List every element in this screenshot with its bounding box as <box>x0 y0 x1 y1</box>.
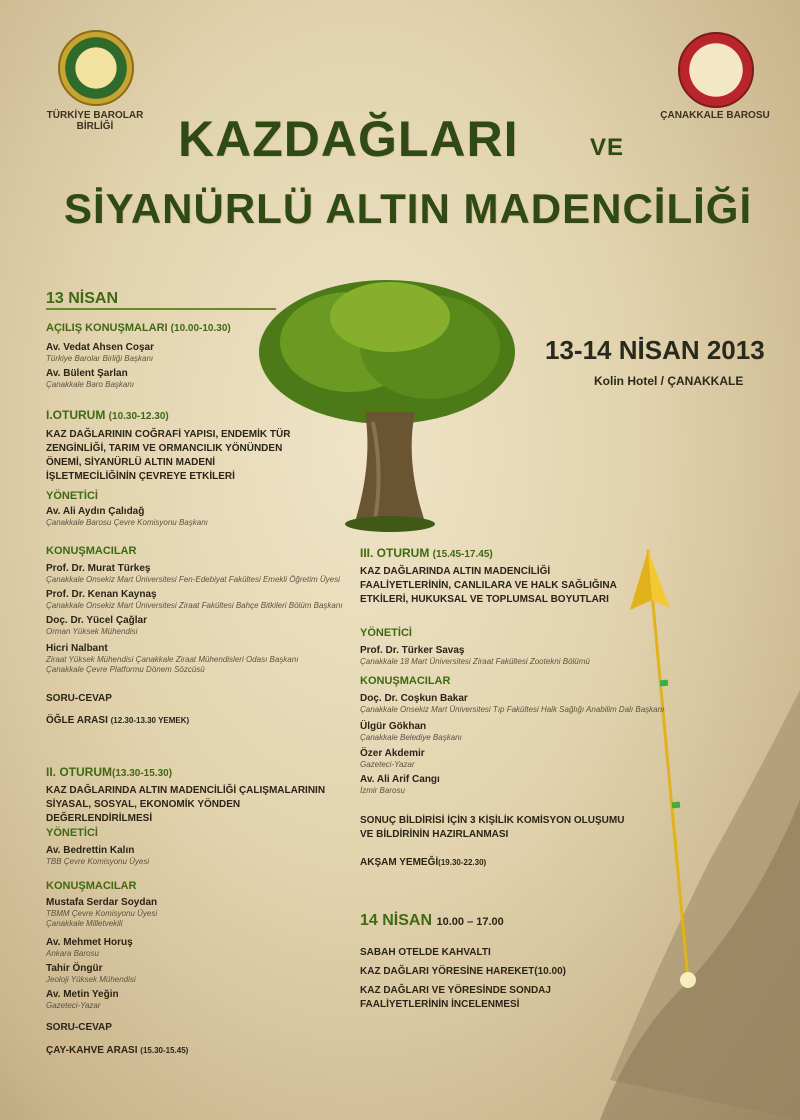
session3-topic: KAZ DAĞLARINDA ALTIN MADENCİLİĞİ FAALİYETLERİNİN, CANLILARA VE HALK SAĞLIĞINA ETKİLERİ, HUKUKSAL VE TOPLUMSAL BOYUTLARI <box>360 566 617 605</box>
session3-title: III. OTURUM <box>360 546 430 560</box>
session2-speaker-name: Mustafa Serdar Soydan <box>46 897 158 908</box>
session2-title: II. OTURUM <box>46 765 112 779</box>
session1-heading <box>46 408 169 422</box>
session3-moderator-label: YÖNETİCİ <box>360 627 412 639</box>
session3-speaker-role: Çanakkale Onsekiz Mart Üniversitesi Tıp Fakültesi Halk Sağlığı Anabilim Dalı Başkanı <box>360 705 665 714</box>
session2-speaker-role: Jeoloji Yüksek Mühendisi <box>46 975 136 984</box>
right-logo-caption: ÇANAKKALE BAROSU <box>660 110 770 121</box>
coffee-break-time: (15.30-15.45) <box>140 1046 189 1055</box>
lunch-break <box>46 715 189 726</box>
session2-speaker-role: TBMM Çevre Komisyonu Üyesi <box>46 909 158 918</box>
session1-qa: SORU-CEVAP <box>46 693 112 704</box>
canakkale-barosu-logo <box>678 32 754 108</box>
session1-title: I.OTURUM <box>46 408 106 422</box>
opening-speaker-name: Av. Vedat Ahsen Coşar <box>46 342 154 353</box>
session1-moderator-role: Çanakkale Barosu Çevre Komisyonu Başkanı <box>46 518 208 527</box>
session1-speakers-label: KONUŞMACILAR <box>46 545 137 557</box>
session2-qa: SORU-CEVAP <box>46 1022 112 1033</box>
session2-speaker-name: Av. Mehmet Horuş <box>46 937 133 948</box>
session2-speaker-name: Av. Metin Yeğin <box>46 989 119 1000</box>
session2-moderator-role: TBB Çevre Komisyonu Üyesi <box>46 857 150 866</box>
dinner-time: (19.30-22.30) <box>438 858 487 867</box>
opening-speaker-role: Çanakkale Baro Başkanı <box>46 380 135 389</box>
day2-heading <box>360 912 504 930</box>
event-date: 13-14 NİSAN 2013 <box>545 335 765 365</box>
session1-speaker-role: Orman Yüksek Mühendisi <box>46 627 138 636</box>
day2-heading-label: 14 NİSAN <box>360 912 433 929</box>
day2-item: KAZ DAĞLARI VE YÖRESİNDE SONDAJ FAALİYETLERİNİN İNCELENMESİ <box>360 985 551 1010</box>
lunch-break-time: (12.30-13.30 YEMEK) <box>110 716 190 725</box>
session3-moderator-role: Çanakkale 18 Mart Üniversitesi Ziraat Fakültesi Zootekni Bölümü <box>360 657 590 666</box>
session1-moderator-name: Av. Ali Aydın Çalıdağ <box>46 506 145 517</box>
lunch-break-label: ÖĞLE ARASI <box>46 715 108 726</box>
session1-moderator-label: YÖNETİCİ <box>46 490 98 502</box>
session3-speaker-name: Ülgür Gökhan <box>360 721 427 732</box>
day2-item: SABAH OTELDE KAHVALTI <box>360 947 491 958</box>
olive-tree-illustration <box>255 272 520 534</box>
title-ve: VE <box>590 134 625 161</box>
session3-closing: SONUÇ BİLDİRİSİ İÇİN 3 KİŞİLİK KOMİSYON OLUŞUMU VE BİLDİRİNİN HAZIRLANMASI <box>360 815 625 840</box>
session3-speaker-role: İzmir Barosu <box>360 786 405 795</box>
session1-speaker-role: Çanakkale Onsekiz Mart Üniversitesi Fen-Edebiyat Fakültesi Emekli Öğretim Üyesi <box>46 575 340 584</box>
session2-topic: KAZ DAĞLARINDA ALTIN MADENCİLİĞİ ÇALIŞMALARININ SİYASAL, SOSYAL, EKONOMİK YÖNDEN DEĞERLENDİRİLMESİ <box>46 785 326 824</box>
dinner <box>360 857 486 868</box>
opening-speaker-name: Av. Bülent Şarlan <box>46 368 128 379</box>
day2-item: KAZ DAĞLARI YÖRESİNE HAREKET(10.00) <box>360 966 566 977</box>
title-line2: SİYANÜRLÜ ALTIN MADENCİLİĞİ <box>64 185 753 232</box>
dinner-label: AKŞAM YEMEĞİ <box>360 857 439 868</box>
session3-speaker-role: Çanakkale Belediye Başkanı <box>360 733 462 742</box>
session3-speaker-name: Özer Akdemir <box>360 748 425 759</box>
session1-speaker-name: Prof. Dr. Kenan Kaynaş <box>46 589 157 600</box>
day1-heading: 13 NİSAN <box>46 290 276 310</box>
session2-speakers-label: KONUŞMACILAR <box>46 880 137 892</box>
session3-speaker-role: Gazeteci-Yazar <box>360 760 415 769</box>
session1-speaker-name: Hicri Nalbant <box>46 643 108 654</box>
session2-time: (13.30-15.30) <box>112 768 173 779</box>
opening-title: AÇILIŞ KONUŞMALARI <box>46 322 168 334</box>
session1-speaker-name: Doç. Dr. Yücel Çağlar <box>46 615 147 626</box>
session2-heading <box>46 765 172 779</box>
session3-moderator-name: Prof. Dr. Türker Savaş <box>360 645 465 656</box>
session2-speaker-name: Tahir Öngür <box>46 963 103 974</box>
left-logo-caption: TÜRKİYE BAROLAR BİRLİĞİ <box>46 110 144 132</box>
coffee-break-label: ÇAY-KAHVE ARASI <box>46 1045 138 1056</box>
session1-speaker-name: Prof. Dr. Murat Türkeş <box>46 563 151 574</box>
session1-time: (10.30-12.30) <box>108 411 169 422</box>
event-venue: Kolin Hotel / ÇANAKKALE <box>594 374 744 388</box>
session1-topic: KAZ DAĞLARININ COĞRAFİ YAPISI, ENDEMİK TÜR ZENGİNLİĞİ, TARIM VE ORMANCILIK YÖNÜNDEN ÖNEMİ, SİYANÜRLÜ ALTIN MADENİ İŞLETMECİLİĞİNİN ÇEVREYE ETKİLERİ <box>46 429 291 482</box>
opening-time: (10.00-10.30) <box>170 323 231 334</box>
title-line1: KAZDAĞLARI <box>178 111 519 167</box>
session2-moderator-name: Av. Bedrettin Kalın <box>46 845 135 856</box>
session1-speaker-role: Çanakkale Onsekiz Mart Üniversitesi Ziraat Fakültesi Bahçe Bitkileri Bölüm Başkanı <box>46 601 343 610</box>
turkiye-barolar-birligi-logo <box>58 30 134 106</box>
session2-speaker-role: Gazeteci-Yazar <box>46 1001 101 1010</box>
session3-speaker-name: Doç. Dr. Coşkun Bakar <box>360 693 468 704</box>
session1-speaker-role2: Çanakkale Çevre Platformu Dönem Sözcüsü <box>46 665 205 674</box>
session1-speaker-role: Ziraat Yüksek Mühendisi Çanakkale Ziraat Mühendisleri Odası Başkanı <box>46 655 299 664</box>
session3-speakers-label: KONUŞMACILAR <box>360 675 451 687</box>
session2-speaker-role2: Çanakkale Milletvekili <box>46 919 123 928</box>
session3-speaker-name: Av. Ali Arif Cangı <box>360 774 440 785</box>
session2-moderator-label: YÖNETİCİ <box>46 827 98 839</box>
opening-heading <box>46 322 231 334</box>
opening-speaker-role: Türkiye Barolar Birliği Başkanı <box>46 354 154 363</box>
session3-heading <box>360 546 493 560</box>
coffee-break <box>46 1045 188 1056</box>
session2-speaker-role: Ankara Barosu <box>46 949 99 958</box>
session3-time: (15.45-17.45) <box>432 549 493 560</box>
day2-time: 10.00 – 17.00 <box>436 916 504 928</box>
